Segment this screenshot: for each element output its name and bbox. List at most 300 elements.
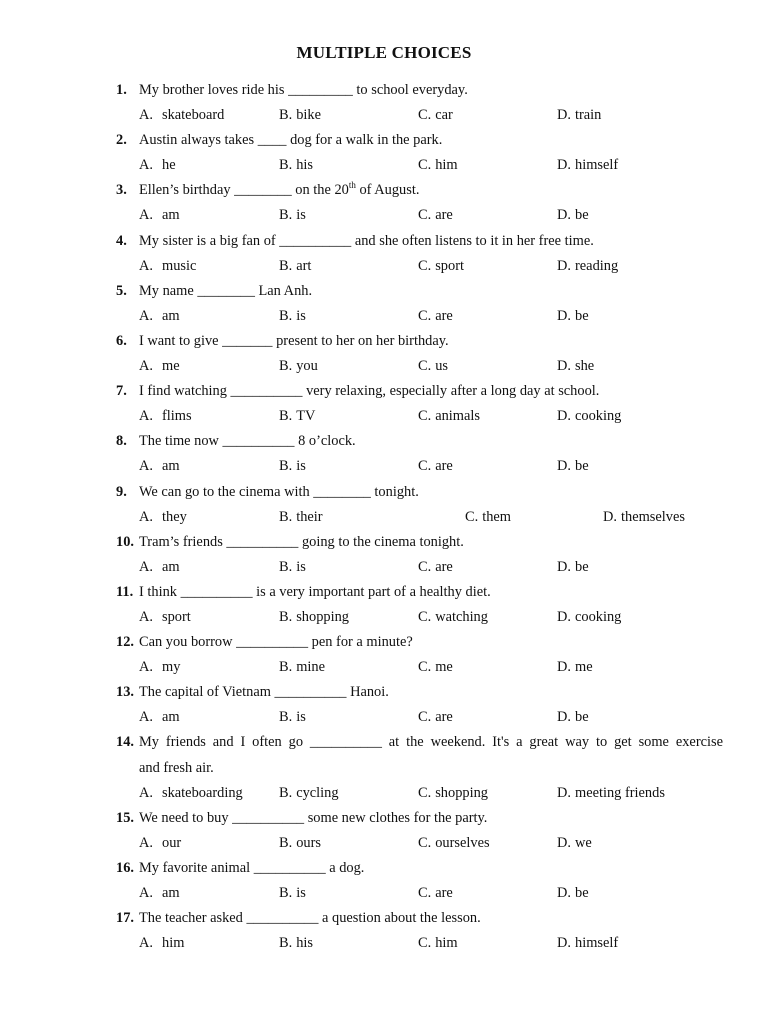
option-text: them <box>482 508 511 525</box>
question-item <box>0 329 768 379</box>
option-text: us <box>435 358 448 375</box>
answer-option-a[interactable] <box>139 505 187 530</box>
option-text: we <box>575 834 592 851</box>
question-text <box>139 78 468 103</box>
question-text <box>139 730 723 755</box>
answer-option-d[interactable] <box>557 203 589 228</box>
question-number: 7. <box>116 383 127 400</box>
option-letter: B. <box>279 358 293 375</box>
option-letter: D. <box>557 885 571 901</box>
option-letter: D. <box>557 358 571 375</box>
answer-option-d[interactable] <box>557 103 601 128</box>
option-letter: A. <box>139 257 153 274</box>
option-letter: D. <box>557 307 571 324</box>
option-letter: A. <box>139 358 153 375</box>
question-text-tail: of August. <box>355 182 420 199</box>
answer-options <box>0 931 768 956</box>
answer-option-d[interactable] <box>557 781 665 806</box>
option-text: she <box>575 358 595 375</box>
option-letter: C. <box>418 784 432 801</box>
option-text: are <box>435 885 453 901</box>
question-line <box>0 379 768 404</box>
option-letter: C. <box>418 157 432 174</box>
option-letter: A. <box>139 558 153 575</box>
answer-option-c[interactable] <box>418 404 480 429</box>
option-letter: A. <box>139 508 153 525</box>
answer-option-c[interactable] <box>418 831 490 856</box>
option-text: cycling <box>296 784 339 801</box>
answer-option-b[interactable] <box>279 505 323 530</box>
option-letter: C. <box>418 257 432 274</box>
question-item <box>0 78 768 128</box>
option-text: is <box>296 558 306 575</box>
answer-option-d[interactable] <box>557 304 589 329</box>
option-text: mine <box>296 659 325 676</box>
option-letter: B. <box>279 709 293 726</box>
answer-options <box>0 781 768 806</box>
answer-option-a[interactable] <box>139 304 180 329</box>
option-text: bike <box>296 107 321 124</box>
option-text: me <box>435 659 453 676</box>
question-text <box>139 329 449 354</box>
question-text <box>139 580 491 605</box>
question-text-main: The teacher asked __________ a question about the lesson. <box>139 910 481 927</box>
answer-option-b[interactable] <box>279 555 306 580</box>
answer-option-b[interactable] <box>279 304 306 329</box>
option-letter: C. <box>465 508 479 525</box>
answer-option-a[interactable] <box>139 454 180 479</box>
question-item <box>0 379 768 429</box>
answer-option-c[interactable] <box>418 555 453 580</box>
option-letter: A. <box>139 935 153 952</box>
question-number: 5. <box>116 282 127 299</box>
question-number: 10. <box>116 533 134 550</box>
answer-options <box>0 153 768 178</box>
question-item <box>0 630 768 680</box>
question-line-continued <box>0 756 768 781</box>
option-letter: D. <box>557 207 571 224</box>
option-letter: D. <box>557 157 571 174</box>
answer-option-b[interactable] <box>279 254 311 279</box>
option-text: am <box>162 458 180 475</box>
question-line <box>0 680 768 705</box>
answer-option-c[interactable] <box>418 203 453 228</box>
option-text: am <box>162 885 180 901</box>
question-text-main: I think __________ is a very important part of a healthy diet. <box>139 583 491 600</box>
question-number: 8. <box>116 433 127 450</box>
answer-option-a[interactable] <box>139 254 196 279</box>
answer-option-b[interactable] <box>279 655 325 680</box>
question-number: 15. <box>116 809 134 826</box>
question-text <box>139 680 389 705</box>
answer-option-c[interactable] <box>418 931 458 956</box>
question-line <box>0 530 768 555</box>
question-text <box>139 856 364 881</box>
question-text-main: My favorite animal __________ a dog. <box>139 859 365 876</box>
option-letter: C. <box>418 935 432 952</box>
option-letter: D. <box>557 408 571 425</box>
option-letter: C. <box>418 207 432 224</box>
option-letter: C. <box>418 458 432 475</box>
question-line <box>0 806 768 831</box>
option-text: TV <box>296 408 316 425</box>
option-text: be <box>575 558 589 575</box>
option-letter: D. <box>557 784 571 801</box>
question-text <box>139 279 312 304</box>
answer-option-a[interactable] <box>139 605 191 630</box>
question-number: 13. <box>116 684 134 701</box>
question-text-main: The time now __________ 8 o’clock. <box>139 433 356 450</box>
option-letter: C. <box>418 834 432 851</box>
answer-option-b[interactable] <box>279 203 306 228</box>
option-text: ours <box>296 834 321 851</box>
option-letter: D. <box>557 935 571 952</box>
option-text: are <box>435 709 453 726</box>
question-text <box>139 806 487 831</box>
option-text: himself <box>575 935 619 952</box>
question-line <box>0 329 768 354</box>
question-text-main: We need to buy __________ some new clothes for the party. <box>139 809 488 826</box>
question-number: 14. <box>116 734 134 751</box>
answer-option-c[interactable] <box>418 254 464 279</box>
question-text <box>139 178 419 203</box>
option-text: watching <box>435 608 488 625</box>
option-letter: C. <box>418 558 432 575</box>
question-text-main: My friends and I often go __________ at the weekend. It's a great way to get some exercise <box>139 734 723 751</box>
option-letter: A. <box>139 408 153 425</box>
answer-option-c[interactable] <box>418 454 453 479</box>
answer-option-d[interactable] <box>557 881 589 906</box>
option-letter: D. <box>557 458 571 475</box>
question-text-main: Austin always takes ____ dog for a walk in the park. <box>139 132 443 149</box>
answer-option-a[interactable] <box>139 655 180 680</box>
answer-options <box>0 203 768 228</box>
option-text: am <box>162 207 180 224</box>
option-letter: B. <box>279 307 293 324</box>
option-text: himself <box>575 157 619 174</box>
question-item <box>0 806 768 856</box>
option-text: reading <box>575 257 619 274</box>
option-letter: C. <box>418 408 432 425</box>
option-text: skateboard <box>162 107 225 124</box>
answer-option-c[interactable] <box>465 505 511 530</box>
answer-option-b[interactable] <box>279 354 318 379</box>
option-letter: D. <box>603 508 617 525</box>
answer-option-a[interactable] <box>139 781 243 806</box>
option-text: my <box>162 659 181 676</box>
answer-option-a[interactable] <box>139 203 180 228</box>
option-letter: C. <box>418 709 432 726</box>
answer-option-b[interactable] <box>279 881 306 906</box>
question-text-main: Can you borrow __________ pen for a minute? <box>139 634 413 651</box>
answer-options <box>0 304 768 329</box>
option-letter: B. <box>279 408 293 425</box>
answer-options <box>0 404 768 429</box>
question-item <box>0 128 768 178</box>
question-text-main: We can go to the cinema with ________ tonight. <box>139 483 419 500</box>
answer-option-b[interactable] <box>279 454 306 479</box>
option-letter: A. <box>139 157 153 174</box>
question-text-main: I find watching __________ very relaxing, especially after a long day at school. <box>139 383 600 400</box>
option-text: music <box>162 257 197 274</box>
answer-option-d[interactable] <box>557 655 593 680</box>
option-letter: A. <box>139 307 153 324</box>
answer-options <box>0 881 768 906</box>
question-number: 6. <box>116 332 127 349</box>
option-text: is <box>296 458 306 475</box>
option-letter: D. <box>557 659 571 676</box>
question-line <box>0 429 768 454</box>
question-line <box>0 630 768 655</box>
question-number: 2. <box>116 132 127 149</box>
answer-option-d[interactable] <box>557 831 592 856</box>
option-letter: A. <box>139 107 153 124</box>
answer-option-d[interactable] <box>557 605 621 630</box>
option-text: skateboarding <box>162 784 243 801</box>
option-text: their <box>296 508 323 525</box>
option-text: are <box>435 458 453 475</box>
question-item <box>0 480 768 530</box>
answer-option-c[interactable] <box>418 781 488 806</box>
answer-option-a[interactable] <box>139 931 184 956</box>
option-text: he <box>162 157 176 174</box>
question-item <box>0 530 768 580</box>
option-letter: B. <box>279 608 293 625</box>
question-line <box>0 906 768 931</box>
answer-option-c[interactable] <box>418 354 448 379</box>
option-letter: D. <box>557 257 571 274</box>
question-number: 4. <box>116 232 127 249</box>
option-letter: B. <box>279 885 293 901</box>
answer-option-c[interactable] <box>418 605 488 630</box>
question-item <box>0 906 768 956</box>
option-letter: A. <box>139 834 153 851</box>
question-text-main: My brother loves ride his _________ to school everyday. <box>139 82 468 98</box>
ordinal-superscript: th <box>348 180 356 191</box>
option-letter: C. <box>418 659 432 676</box>
question-number: 11. <box>116 583 134 600</box>
option-text: am <box>162 558 180 575</box>
option-text: you <box>296 358 318 375</box>
option-text: themselves <box>621 508 685 525</box>
question-text-main: I want to give _______ present to her on her birthday. <box>139 332 449 349</box>
option-text: am <box>162 307 180 324</box>
question-line <box>0 580 768 605</box>
answer-option-b[interactable] <box>279 781 339 806</box>
answer-option-a[interactable] <box>139 831 181 856</box>
question-text <box>139 530 464 555</box>
answer-option-a[interactable] <box>139 354 180 379</box>
option-letter: A. <box>139 659 153 676</box>
option-text: meeting friends <box>575 784 665 801</box>
option-text: me <box>162 358 180 375</box>
option-text: be <box>575 885 589 901</box>
option-text: are <box>435 558 453 575</box>
answer-option-c[interactable] <box>418 705 453 730</box>
question-line <box>0 178 768 203</box>
option-text: is <box>296 885 306 901</box>
option-text: are <box>435 307 453 324</box>
option-letter: B. <box>279 935 293 952</box>
option-letter: D. <box>557 608 571 625</box>
option-letter: B. <box>279 257 293 274</box>
option-text: train <box>575 107 602 124</box>
option-letter: B. <box>279 157 293 174</box>
answer-option-d[interactable] <box>557 555 589 580</box>
answer-option-a[interactable] <box>139 404 192 429</box>
answer-option-b[interactable] <box>279 153 313 178</box>
question-number: 3. <box>116 182 127 199</box>
answer-options <box>0 605 768 630</box>
question-line <box>0 480 768 505</box>
question-number: 16. <box>116 859 134 876</box>
answer-options <box>0 705 768 730</box>
option-text: him <box>162 935 185 952</box>
question-text-main: My sister is a big fan of __________ and she often listens to it in her free time. <box>139 232 594 249</box>
option-letter: B. <box>279 784 293 801</box>
option-letter: A. <box>139 458 153 475</box>
option-text: is <box>296 307 306 324</box>
option-letter: D. <box>557 709 571 726</box>
option-text: flims <box>162 408 192 425</box>
option-text: car <box>435 107 453 124</box>
answer-options <box>0 354 768 379</box>
question-text <box>139 630 413 655</box>
option-text: is <box>296 709 306 726</box>
option-letter: A. <box>139 207 153 224</box>
option-text: art <box>296 257 312 274</box>
answer-option-a[interactable] <box>139 153 176 178</box>
option-text: his <box>296 935 313 952</box>
question-line <box>0 856 768 881</box>
option-letter: C. <box>418 885 432 901</box>
option-text: him <box>435 157 458 174</box>
question-text-main: Ellen’s birthday ________ on the 20 <box>139 182 349 199</box>
option-text: cooking <box>575 408 622 425</box>
option-text: be <box>575 207 589 224</box>
answer-options <box>0 655 768 680</box>
answer-option-b[interactable] <box>279 931 313 956</box>
question-item <box>0 229 768 279</box>
answer-option-c[interactable] <box>418 881 453 906</box>
answer-option-c[interactable] <box>418 103 453 128</box>
option-text: me <box>575 659 593 676</box>
option-text: him <box>435 935 458 952</box>
option-text: am <box>162 709 180 726</box>
answer-options <box>0 454 768 479</box>
answer-option-d[interactable] <box>557 254 618 279</box>
answer-option-a[interactable] <box>139 555 180 580</box>
option-letter: C. <box>418 107 432 124</box>
option-text: they <box>162 508 187 525</box>
question-text <box>139 229 594 254</box>
option-text: sport <box>435 257 464 274</box>
question-item <box>0 178 768 228</box>
option-letter: A. <box>139 608 153 625</box>
answer-option-c[interactable] <box>418 655 453 680</box>
answer-option-a[interactable] <box>139 881 180 906</box>
answer-options <box>0 254 768 279</box>
question-text <box>139 429 356 454</box>
option-letter: B. <box>279 107 293 124</box>
answer-options <box>0 831 768 856</box>
answer-option-c[interactable] <box>418 304 453 329</box>
question-line <box>0 279 768 304</box>
option-text: are <box>435 207 453 224</box>
answer-options <box>0 555 768 580</box>
page-title: MULTIPLE CHOICES <box>296 43 472 62</box>
answer-option-a[interactable] <box>139 103 224 128</box>
option-text: his <box>296 157 313 174</box>
question-number: 12. <box>116 634 134 651</box>
option-letter: B. <box>279 207 293 224</box>
answer-option-d[interactable] <box>557 354 594 379</box>
answer-options <box>0 103 768 128</box>
option-text: animals <box>435 408 480 425</box>
question-number: 1. <box>116 82 127 98</box>
option-letter: D. <box>557 558 571 575</box>
answer-option-d[interactable] <box>603 505 685 530</box>
question-line <box>0 78 768 103</box>
answer-option-d[interactable] <box>557 705 589 730</box>
answer-option-c[interactable] <box>418 153 458 178</box>
option-letter: A. <box>139 885 153 901</box>
question-number: 9. <box>116 483 127 500</box>
question-item <box>0 730 768 805</box>
option-letter: B. <box>279 458 293 475</box>
question-item <box>0 429 768 479</box>
answer-options <box>0 505 768 530</box>
option-letter: B. <box>279 834 293 851</box>
answer-option-b[interactable] <box>279 404 315 429</box>
question-number: 17. <box>116 910 134 927</box>
option-letter: C. <box>418 307 432 324</box>
option-letter: A. <box>139 784 153 801</box>
option-text: be <box>575 307 589 324</box>
option-letter: D. <box>557 834 571 851</box>
question-line <box>0 730 768 755</box>
answer-option-a[interactable] <box>139 705 180 730</box>
question-text <box>139 379 599 404</box>
option-text: shopping <box>435 784 488 801</box>
question-text <box>139 128 442 153</box>
question-text-main: The capital of Vietnam __________ Hanoi. <box>139 684 389 701</box>
question-item <box>0 580 768 630</box>
answer-option-b[interactable] <box>279 103 321 128</box>
option-letter: D. <box>557 107 571 124</box>
question-list <box>0 78 768 956</box>
option-letter: B. <box>279 558 293 575</box>
option-text: is <box>296 207 306 224</box>
option-text: cooking <box>575 608 622 625</box>
question-item <box>0 856 768 906</box>
option-text: ourselves <box>435 834 490 851</box>
answer-option-b[interactable] <box>279 705 306 730</box>
answer-option-b[interactable] <box>279 605 349 630</box>
answer-option-d[interactable] <box>557 454 589 479</box>
answer-option-d[interactable] <box>557 931 618 956</box>
option-text: be <box>575 709 589 726</box>
answer-option-d[interactable] <box>557 153 618 178</box>
question-line <box>0 128 768 153</box>
answer-option-d[interactable] <box>557 404 621 429</box>
question-text-main: My name ________ Lan Anh. <box>139 282 313 299</box>
option-text: sport <box>162 608 191 625</box>
option-letter: B. <box>279 659 293 676</box>
answer-option-b[interactable] <box>279 831 321 856</box>
option-text: our <box>162 834 182 851</box>
question-text-main: Tram’s friends __________ going to the cinema tonight. <box>139 533 464 550</box>
